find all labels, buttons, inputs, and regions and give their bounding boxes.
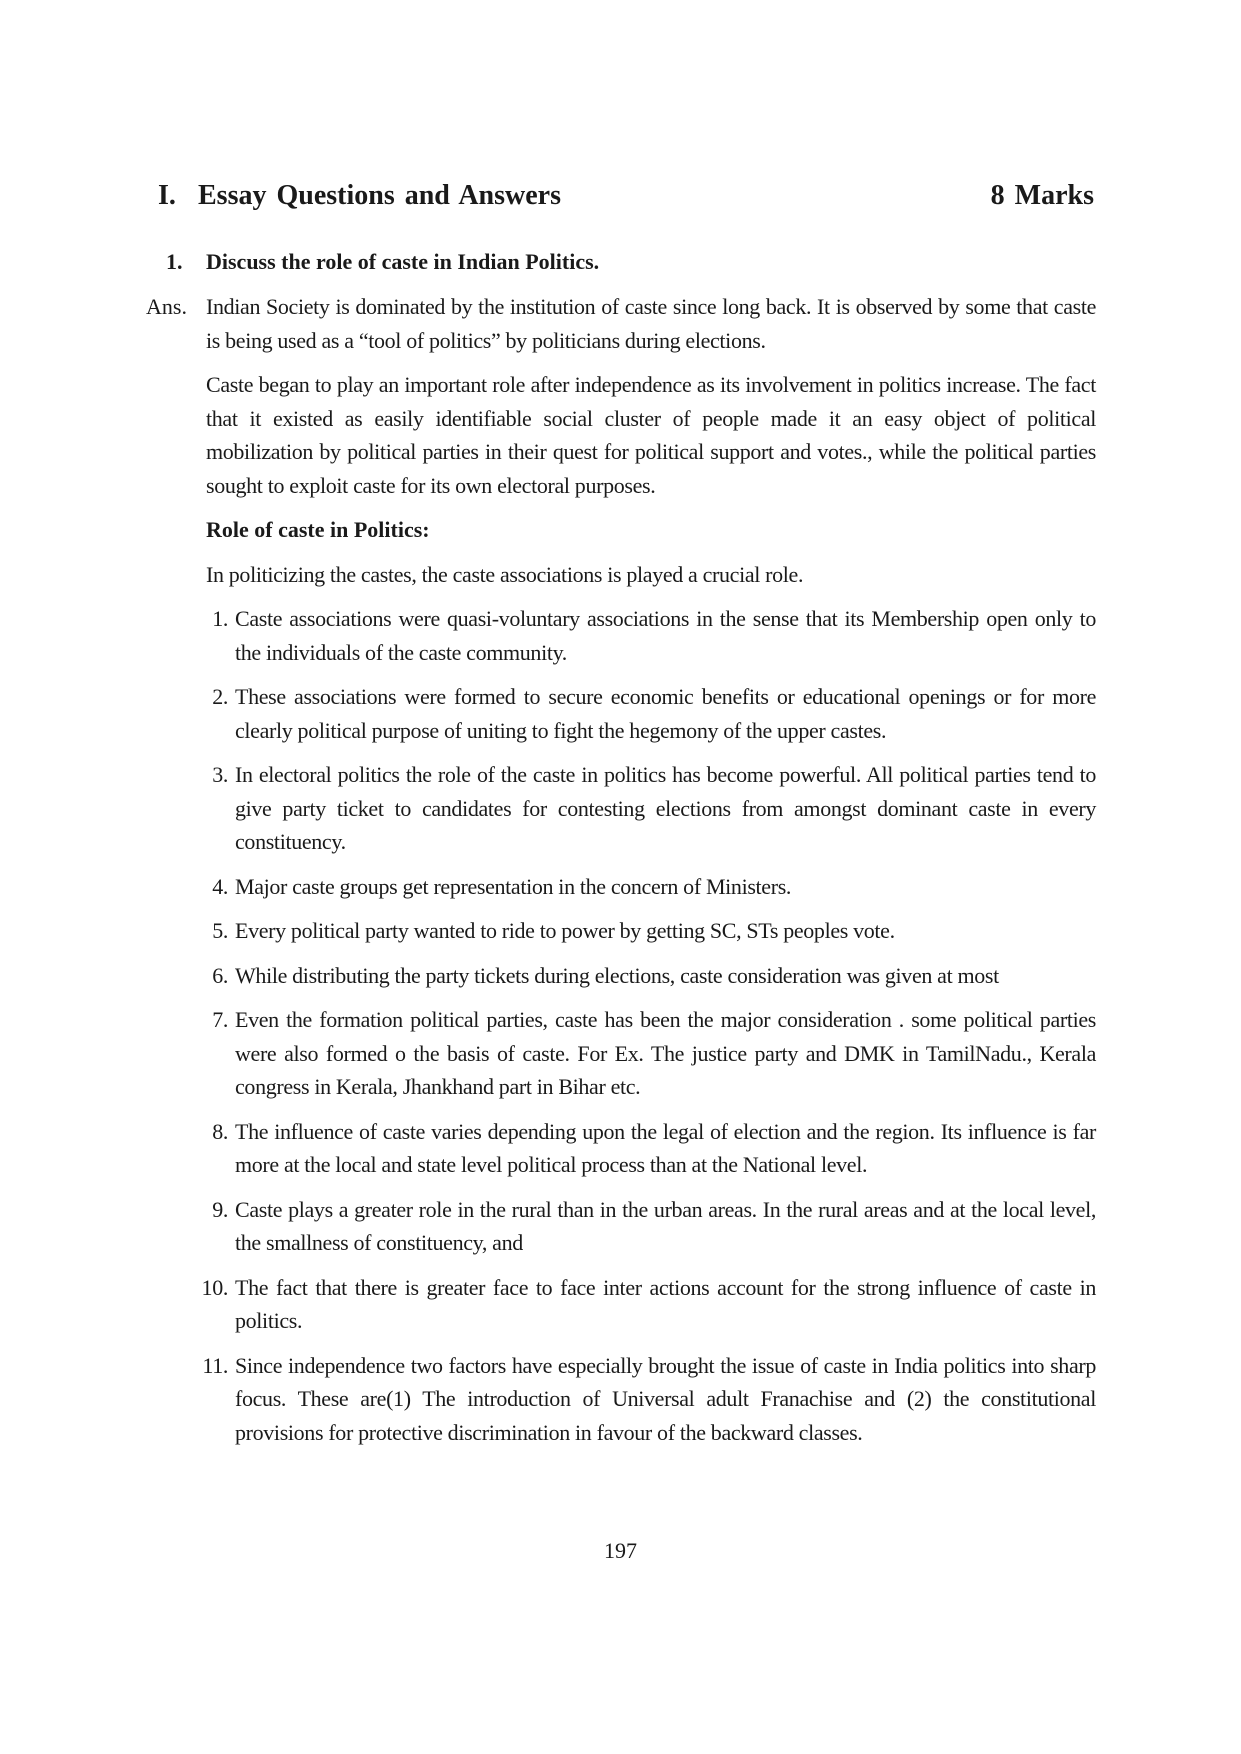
- sub-heading: Role of caste in Politics:: [206, 517, 430, 542]
- list-item-number: 7.: [212, 1007, 228, 1032]
- list-item-text: The fact that there is greater face to face inter actions account for the strong influence of caste in politics.: [235, 1274, 1096, 1333]
- list-item-number: 1.: [212, 606, 228, 631]
- list-item-text: Even the formation political parties, caste has been the major consideration . some political parties were also formed o the basis of caste. For Ex. The justice party and DMK in TamilNadu., Kerala congress in Kerala, Jhankhand part in Bihar etc.: [235, 1007, 1096, 1099]
- list-item: [202, 1349, 1096, 1450]
- list-item-text: Caste associations were quasi-voluntary associations in the sense that its Membership open only to the individuals of the caste community.: [235, 606, 1096, 665]
- answer-body: [201, 290, 1096, 1460]
- list-item-number: 2.: [212, 684, 228, 709]
- list-item-number: 11.: [202, 1352, 228, 1378]
- intro-paragraph: In politicizing the castes, the caste associations is played a crucial role.: [206, 561, 804, 587]
- answer-label: Ans.: [146, 294, 187, 319]
- list-item-text: While distributing the party tickets during elections, caste consideration was given at most: [235, 962, 999, 988]
- list-item-number: 5.: [212, 918, 228, 943]
- section-title: Essay Questions and Answers: [198, 180, 561, 211]
- list-item-number: 4.: [212, 873, 228, 899]
- points-list: [201, 602, 1096, 1449]
- list-item-number: 3.: [212, 762, 228, 787]
- list-item-text: These associations were formed to secure economic benefits or educational openings or for more clearly political purpose of uniting to fight the hegemony of the upper castes.: [235, 684, 1096, 743]
- list-item: [206, 680, 1096, 747]
- list-item-text: The influence of caste varies depending upon the legal of election and the region. Its influence is far more at the local and state level political process than at the National level.: [235, 1118, 1096, 1177]
- page-number: 197: [604, 1538, 637, 1563]
- list-item: [206, 914, 1096, 948]
- list-item-text: Since independence two factors have especially brought the issue of caste in India politics into sharp focus. These are(1) The introduction of Universal adult Franachise and (2) the constitutional provisions for protective discrimination in favour of the backward classes.: [235, 1352, 1096, 1445]
- section-marks: 8 Marks: [990, 180, 1094, 211]
- list-item-text: In electoral politics the role of the caste in politics has become powerful. All political parties tend to give party ticket to candidates for contesting elections from amongst dominant caste in every constituency.: [235, 762, 1096, 854]
- list-item: [206, 959, 1096, 993]
- section-number: I.: [158, 180, 176, 211]
- question-number: 1.: [166, 249, 183, 274]
- answer-paragraph: Caste began to play an important role after independence as its involvement in politics increase. The fact that it existed as easily identifiable social cluster of people made it an easy object of political mobilization by political parties in their quest for political support and votes., while the political parties sought to exploit caste for its own electoral purposes.: [206, 372, 1096, 498]
- list-item-text: Caste plays a greater role in the rural than in the urban areas. In the rural areas and at the local level, the smallness of constituency, and: [235, 1196, 1096, 1255]
- list-item: [206, 602, 1096, 669]
- list-item: [206, 1003, 1096, 1104]
- list-item-number: 8.: [212, 1118, 228, 1144]
- list-item: [206, 1115, 1096, 1182]
- section-header: [158, 176, 1094, 216]
- list-item: [201, 1271, 1096, 1338]
- list-item-number: 9.: [212, 1196, 228, 1222]
- list-item-text: Every political party wanted to ride to power by getting SC, STs peoples vote.: [235, 918, 895, 943]
- list-item-number: 6.: [212, 962, 228, 988]
- list-item-number: 10.: [201, 1274, 228, 1300]
- list-item: [206, 1193, 1096, 1260]
- answer-paragraph: Indian Society is dominated by the institution of caste since long back. It is observed by some that caste is being used as a “tool of politics” by politicians during elections.: [206, 294, 1096, 353]
- list-item: [206, 870, 1096, 904]
- list-item-text: Major caste groups get representation in the concern of Ministers.: [235, 873, 792, 899]
- question-text: Discuss the role of caste in Indian Politics.: [206, 249, 600, 274]
- list-item: [206, 758, 1096, 859]
